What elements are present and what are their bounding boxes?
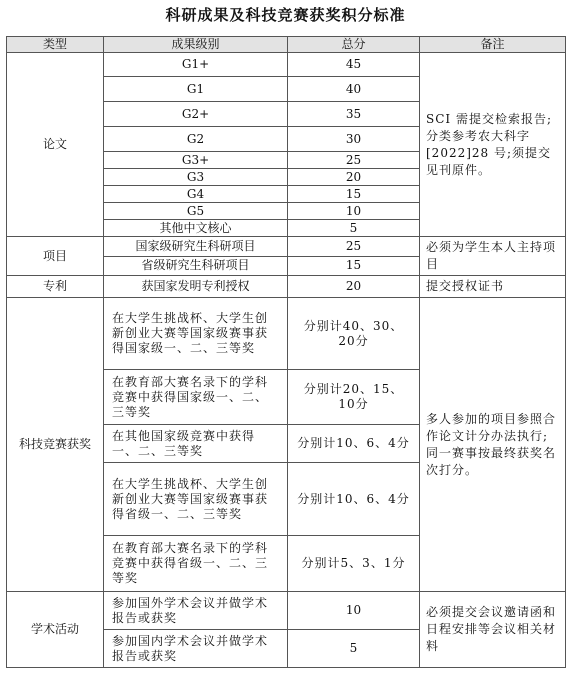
level-cell: G5 bbox=[104, 203, 288, 220]
level-cell: 获国家发明专利授权 bbox=[104, 276, 288, 298]
level-cell: 在大学生挑战杯、大学生创新创业大赛等国家级赛事获得国家级一、二、三等奖 bbox=[104, 298, 288, 370]
table-row bbox=[7, 298, 566, 370]
page-title: 科研成果及科技竞赛获奖积分标准 bbox=[165, 6, 406, 24]
note-cell-project: 必须为学生本人主持项目 bbox=[420, 237, 566, 276]
score-cell: 10 bbox=[288, 592, 420, 630]
score-cell: 20 bbox=[288, 169, 420, 186]
level-cell: 其他中文核心 bbox=[104, 220, 288, 237]
score-cell: 40 bbox=[288, 77, 420, 102]
score-cell: 15 bbox=[288, 186, 420, 203]
note-cell-competition: 多人参加的项目参照合作论文计分办法执行;同一赛事按最终获奖名次打分。 bbox=[420, 298, 566, 592]
note-cell-paper: SCI 需提交检索报告;分类参考农大科字[2022]28 号;须提交见刊原件。 bbox=[420, 53, 566, 237]
type-cell-paper: 论文 bbox=[7, 53, 104, 237]
score-cell: 20 bbox=[288, 276, 420, 298]
header-score: 总分 bbox=[288, 37, 420, 53]
level-cell: 参加国外学术会议并做学术报告或获奖 bbox=[104, 592, 288, 630]
score-cell: 分别计40、30、20分 bbox=[288, 298, 420, 370]
level-cell: 在教育部大赛名录下的学科竞赛中获得省级一、二、三等奖 bbox=[104, 536, 288, 592]
type-cell-project: 项目 bbox=[7, 237, 104, 276]
note-cell-academic: 必须提交会议邀请函和日程安排等会议相关材料 bbox=[420, 592, 566, 668]
table-row bbox=[7, 53, 566, 77]
level-cell: G3 bbox=[104, 169, 288, 186]
score-cell: 分别计10、6、4分 bbox=[288, 463, 420, 536]
header-level: 成果级别 bbox=[104, 37, 288, 53]
score-cell: 分别计20、15、10分 bbox=[288, 370, 420, 425]
table-row bbox=[7, 276, 566, 298]
level-cell: 参加国内学术会议并做学术报告或获奖 bbox=[104, 630, 288, 668]
score-cell: 分别计5、3、1分 bbox=[288, 536, 420, 592]
level-cell: G3+ bbox=[104, 152, 288, 169]
level-cell: G2+ bbox=[104, 102, 288, 127]
type-cell-competition: 科技竞赛获奖 bbox=[7, 298, 104, 592]
score-cell: 10 bbox=[288, 203, 420, 220]
level-cell: G1+ bbox=[104, 53, 288, 77]
level-cell: G1 bbox=[104, 77, 288, 102]
score-cell: 25 bbox=[288, 152, 420, 169]
header-row bbox=[7, 37, 566, 53]
score-cell: 25 bbox=[288, 237, 420, 257]
type-cell-patent: 专利 bbox=[7, 276, 104, 298]
level-cell: 在大学生挑战杯、大学生创新创业大赛等国家级赛事获得省级一、二、三等奖 bbox=[104, 463, 288, 536]
note-cell-patent: 提交授权证书 bbox=[420, 276, 566, 298]
score-cell: 30 bbox=[288, 127, 420, 152]
header-note: 备注 bbox=[420, 37, 566, 53]
score-cell: 5 bbox=[288, 630, 420, 668]
score-cell: 35 bbox=[288, 102, 420, 127]
type-cell-academic: 学术活动 bbox=[7, 592, 104, 668]
score-table bbox=[6, 36, 566, 668]
table-row bbox=[7, 592, 566, 630]
score-cell: 15 bbox=[288, 256, 420, 276]
score-cell: 5 bbox=[288, 220, 420, 237]
table-row bbox=[7, 237, 566, 257]
level-cell: 国家级研究生科研项目 bbox=[104, 237, 288, 257]
score-cell: 45 bbox=[288, 53, 420, 77]
score-cell: 分别计10、6、4分 bbox=[288, 425, 420, 463]
level-cell: 在教育部大赛名录下的学科竞赛中获得国家级一、二、三等奖 bbox=[104, 370, 288, 425]
level-cell: 在其他国家级竞赛中获得一、二、三等奖 bbox=[104, 425, 288, 463]
level-cell: G4 bbox=[104, 186, 288, 203]
level-cell: 省级研究生科研项目 bbox=[104, 256, 288, 276]
level-cell: G2 bbox=[104, 127, 288, 152]
header-type: 类型 bbox=[7, 37, 104, 53]
